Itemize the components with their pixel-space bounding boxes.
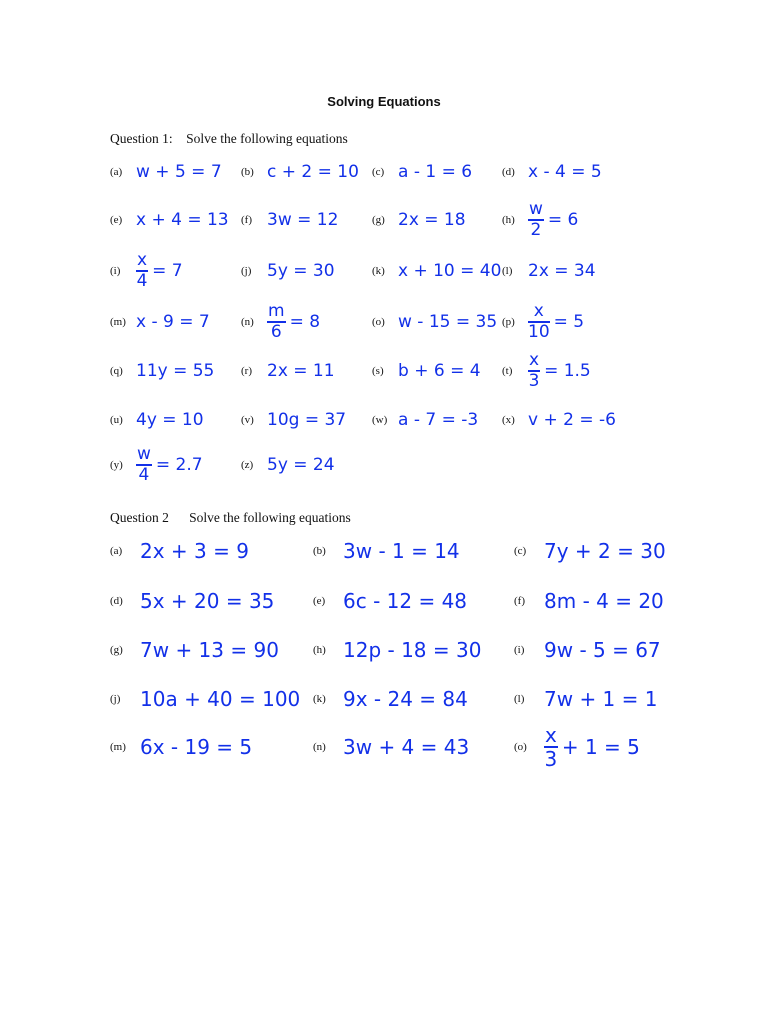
equation-text: v + 2 = -6 — [528, 410, 616, 430]
equation-rest: = 8 — [289, 312, 321, 332]
equation-text: 6x - 19 = 5 — [140, 735, 253, 759]
equation-text: 7w + 1 = 1 — [544, 687, 658, 711]
q1-item — [110, 150, 238, 194]
q1-item — [502, 150, 630, 194]
equation-rest: = 5 — [553, 312, 585, 332]
q2-item — [313, 529, 513, 573]
equation — [343, 638, 481, 662]
equation-text: 4y = 10 — [136, 410, 204, 430]
equation — [343, 589, 467, 613]
equation-text: 9x - 24 = 84 — [343, 687, 468, 711]
fraction-numerator: x — [137, 250, 148, 270]
equation-text: 3w = 12 — [267, 210, 339, 230]
equation — [398, 261, 501, 281]
part-label: (c) — [514, 545, 527, 557]
equation-text: 9w - 5 = 67 — [544, 638, 661, 662]
equation — [528, 352, 591, 390]
equation-rest: + 1 = 5 — [561, 735, 640, 759]
q1-item — [372, 198, 500, 242]
equation-text: 7y + 2 = 30 — [544, 539, 666, 563]
equation — [267, 261, 335, 281]
equation — [140, 539, 249, 563]
equation — [267, 303, 320, 341]
fraction-numerator: w — [137, 444, 151, 464]
q1-item — [502, 349, 630, 393]
fraction — [544, 725, 558, 769]
equation — [544, 687, 657, 711]
equation — [398, 162, 472, 182]
part-label: (l) — [514, 693, 525, 705]
q1-item — [372, 349, 500, 393]
part-label: (q) — [110, 365, 123, 377]
q2-item — [514, 579, 714, 623]
equation — [528, 162, 602, 182]
fraction-denominator: 4 — [136, 271, 148, 291]
equation — [267, 455, 335, 475]
fraction — [528, 303, 550, 341]
part-label: (m) — [110, 316, 126, 328]
part-label: (r) — [241, 365, 252, 377]
equation-rest: = 1.5 — [544, 361, 591, 381]
part-label: (a) — [110, 545, 123, 557]
equation — [398, 210, 466, 230]
equation-rest: = 7 — [152, 261, 183, 281]
q1-item — [502, 198, 630, 242]
q2-item — [313, 725, 513, 769]
fraction-numerator: m — [268, 301, 285, 321]
equation — [267, 361, 335, 381]
equation — [140, 638, 279, 662]
part-label: (v) — [241, 414, 254, 426]
part-label: (k) — [372, 265, 385, 277]
q1-item — [241, 349, 369, 393]
equation — [343, 687, 468, 711]
equation — [136, 361, 214, 381]
equation — [544, 539, 666, 563]
part-label: (e) — [110, 214, 123, 226]
equation-text: 5y = 24 — [267, 455, 335, 475]
fraction — [267, 303, 286, 341]
part-label: (j) — [110, 693, 121, 705]
q1-item — [110, 249, 238, 293]
part-label: (o) — [514, 741, 527, 753]
equation-text: 10g = 37 — [267, 410, 347, 430]
q2-item — [110, 579, 310, 623]
part-label: (l) — [502, 265, 513, 277]
equation — [136, 252, 183, 290]
equation-text: 10a + 40 = 100 — [140, 687, 301, 711]
equation — [343, 735, 469, 759]
equation — [136, 446, 203, 484]
equation — [267, 210, 338, 230]
equation — [267, 410, 346, 430]
q2-item — [313, 579, 513, 623]
part-label: (d) — [110, 595, 123, 607]
fraction — [528, 201, 544, 239]
equation-text: x - 9 = 7 — [136, 312, 210, 332]
fraction-numerator: x — [529, 350, 540, 370]
equation-text: 7w + 13 = 90 — [140, 638, 279, 662]
equation-text: w - 15 = 35 — [398, 312, 498, 332]
equation — [398, 361, 481, 381]
part-label: (h) — [313, 644, 326, 656]
part-label: (k) — [313, 693, 326, 705]
part-label: (c) — [372, 166, 385, 178]
q1-item — [241, 443, 369, 487]
q1-item — [241, 249, 369, 293]
part-label: (d) — [502, 166, 515, 178]
part-label: (e) — [313, 595, 326, 607]
q2-item — [313, 677, 513, 721]
equation — [398, 410, 478, 430]
q2-item — [514, 677, 714, 721]
part-label: (z) — [241, 459, 254, 471]
equation-text: a - 7 = -3 — [398, 410, 479, 430]
equation-text: 8m - 4 = 20 — [544, 589, 664, 613]
fraction — [136, 446, 152, 484]
q1-item — [110, 398, 238, 442]
q1-item — [372, 398, 500, 442]
q1-item — [502, 249, 630, 293]
equation-text: 2x = 11 — [267, 361, 335, 381]
part-label: (t) — [502, 365, 513, 377]
equation-text: 11y = 55 — [136, 361, 215, 381]
part-label: (p) — [502, 316, 515, 328]
part-label: (i) — [514, 644, 525, 656]
fraction-numerator: x — [545, 723, 557, 747]
equation-text: 5x + 20 = 35 — [140, 589, 275, 613]
equation-text: x - 4 = 5 — [528, 162, 602, 182]
q2-item — [514, 725, 714, 769]
part-label: (s) — [372, 365, 384, 377]
q1-item — [372, 249, 500, 293]
equation — [136, 410, 204, 430]
q1-item — [110, 443, 238, 487]
q2-item — [514, 529, 714, 573]
q2-item — [110, 677, 310, 721]
part-label: (j) — [241, 265, 252, 277]
equation — [136, 210, 229, 230]
equation — [544, 725, 640, 769]
equation-text: 6c - 12 = 48 — [343, 589, 468, 613]
fraction-numerator: w — [529, 199, 543, 219]
equation — [140, 589, 274, 613]
equation — [544, 638, 661, 662]
fraction-denominator: 4 — [138, 465, 150, 485]
q2-item — [110, 529, 310, 573]
part-label: (g) — [372, 214, 385, 226]
part-label: (o) — [372, 316, 385, 328]
equation — [544, 589, 664, 613]
q2-item — [313, 628, 513, 672]
part-label: (f) — [241, 214, 252, 226]
part-label: (u) — [110, 414, 123, 426]
q1-item — [241, 150, 369, 194]
fraction-denominator: 2 — [530, 220, 542, 240]
equation-text: b + 6 = 4 — [398, 361, 481, 381]
q2-item — [110, 628, 310, 672]
part-label: (n) — [313, 741, 326, 753]
q1-item — [241, 398, 369, 442]
fraction-denominator: 10 — [528, 322, 550, 342]
fraction — [136, 252, 148, 290]
fraction-numerator: x — [533, 301, 544, 321]
equation — [267, 162, 359, 182]
fraction-denominator: 3 — [528, 371, 540, 391]
equation — [398, 312, 497, 332]
q1-item — [372, 150, 500, 194]
part-label: (b) — [241, 166, 254, 178]
part-label: (x) — [502, 414, 515, 426]
equation-text: 2x + 3 = 9 — [140, 539, 249, 563]
part-label: (g) — [110, 644, 123, 656]
part-label: (m) — [110, 741, 126, 753]
equation-text: x + 10 = 40 — [398, 261, 502, 281]
q1-item — [110, 300, 238, 344]
equation-text: a - 1 = 6 — [398, 162, 473, 182]
fraction-denominator: 6 — [270, 322, 282, 342]
equation — [528, 303, 584, 341]
equation — [140, 735, 252, 759]
equation-text: 2x = 18 — [398, 210, 466, 230]
equation — [528, 201, 578, 239]
part-label: (n) — [241, 316, 254, 328]
q2-item — [514, 628, 714, 672]
equation-text: x + 4 = 13 — [136, 210, 229, 230]
part-label: (h) — [502, 214, 515, 226]
equation-text: 2x = 34 — [528, 261, 596, 281]
part-label: (i) — [110, 265, 121, 277]
equation-rest: = 2.7 — [155, 455, 203, 475]
equation — [528, 410, 616, 430]
question-2-heading: Question 2 Solve the following equations — [110, 510, 351, 525]
equation-text: c + 2 = 10 — [267, 162, 359, 182]
q1-item — [241, 300, 369, 344]
part-label: (f) — [514, 595, 525, 607]
part-label: (w) — [372, 414, 388, 426]
equation-text: 3w - 1 = 14 — [343, 539, 460, 563]
q1-item — [502, 398, 630, 442]
equation-text: w + 5 = 7 — [136, 162, 222, 182]
equation-text: 3w + 4 = 43 — [343, 735, 470, 759]
equation-text: 5y = 30 — [267, 261, 335, 281]
q1-item — [241, 198, 369, 242]
part-label: (a) — [110, 166, 123, 178]
page-title: Solving Equations — [327, 94, 441, 109]
equation — [343, 539, 460, 563]
part-label: (b) — [313, 545, 326, 557]
equation — [136, 162, 222, 182]
fraction — [528, 352, 540, 390]
equation — [140, 687, 300, 711]
q1-item — [502, 300, 630, 344]
question-1-heading: Question 1: Solve the following equations — [110, 131, 348, 146]
q2-item — [110, 725, 310, 769]
q1-item — [110, 198, 238, 242]
part-label: (y) — [110, 459, 123, 471]
fraction-denominator: 3 — [544, 747, 558, 771]
equation-rest: = 6 — [547, 210, 579, 230]
equation — [136, 312, 210, 332]
equation — [528, 261, 596, 281]
q1-item — [372, 300, 500, 344]
equation-text: 12p - 18 = 30 — [343, 638, 482, 662]
q1-item — [110, 349, 238, 393]
